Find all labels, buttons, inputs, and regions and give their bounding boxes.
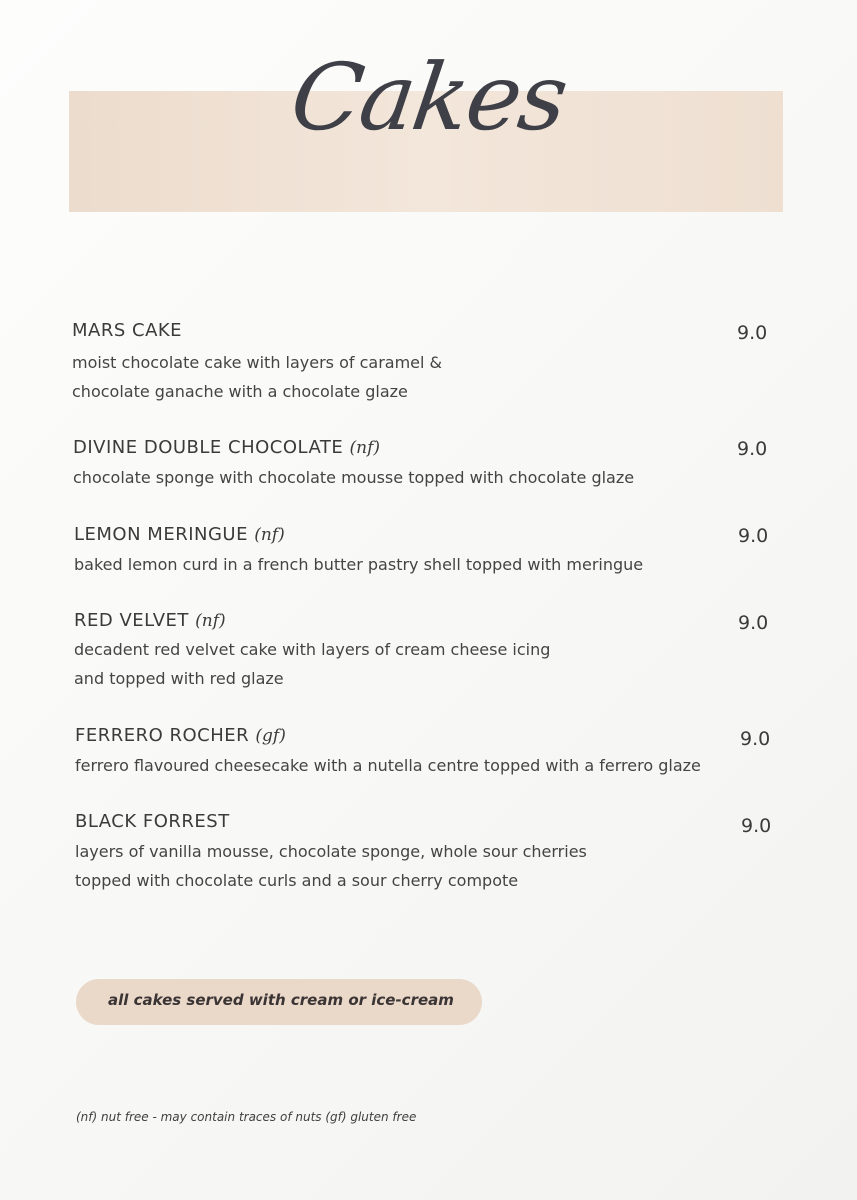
serving-note: all cakes served with cream or ice-cream — [108, 991, 454, 1009]
item-description-line: decadent red velvet cake with layers of cream cheese icing — [74, 640, 551, 659]
item-description-line: baked lemon curd in a french butter pastry shell topped with meringue — [74, 555, 644, 574]
menu-item — [75, 811, 775, 895]
dietary-footnote: (nf) nut free - may contain traces of nuts (gf) gluten free — [76, 1110, 417, 1124]
item-name-text: MARS CAKE — [72, 320, 183, 341]
item-description-line: topped with chocolate curls and a sour cherry compote — [75, 871, 519, 890]
item-description — [74, 635, 774, 693]
item-name-text: RED VELVET — [74, 610, 189, 631]
item-name — [73, 437, 773, 459]
menu-item — [73, 437, 773, 492]
dietary-tag: (nf) — [195, 611, 226, 631]
item-description-line: chocolate ganache with a chocolate glaze — [72, 382, 408, 401]
item-name — [74, 524, 774, 546]
item-description — [72, 348, 772, 406]
dietary-tag: (gf) — [255, 726, 286, 746]
menu-item — [75, 725, 775, 780]
item-description — [75, 751, 775, 780]
page-title: Cakes — [284, 44, 573, 151]
item-description-line: layers of vanilla mousse, chocolate sponge, whole sour cherries — [75, 842, 587, 861]
item-description-line: moist chocolate cake with layers of caramel & — [72, 353, 443, 372]
item-name — [75, 811, 775, 833]
dietary-tag: (nf) — [254, 525, 285, 545]
item-name — [75, 725, 775, 747]
menu-item — [72, 320, 772, 406]
dietary-tag: (nf) — [349, 438, 381, 458]
item-price: 9.0 — [738, 612, 769, 634]
item-price: 9.0 — [741, 815, 772, 837]
item-description-line: chocolate sponge with chocolate mousse topped with chocolate glaze — [73, 468, 635, 487]
item-price: 9.0 — [740, 728, 771, 750]
item-name — [72, 320, 772, 342]
item-name — [74, 610, 774, 632]
menu-item — [74, 524, 774, 579]
item-price: 9.0 — [737, 322, 768, 344]
item-description-line: ferrero flavoured cheesecake with a nutella centre topped with a ferrero glaze — [75, 756, 701, 775]
item-description — [73, 463, 773, 492]
menu-item — [74, 610, 774, 693]
item-description-line: and topped with red glaze — [74, 669, 284, 688]
item-name-text: FERRERO ROCHER — [75, 725, 250, 746]
item-name-text: LEMON MERINGUE — [74, 524, 248, 545]
item-price: 9.0 — [737, 438, 768, 460]
item-name-text: DIVINE DOUBLE CHOCOLATE — [73, 437, 344, 458]
item-description — [74, 550, 774, 579]
item-description — [75, 837, 775, 895]
item-price: 9.0 — [738, 525, 769, 547]
item-name-text: BLACK FORREST — [75, 811, 230, 832]
